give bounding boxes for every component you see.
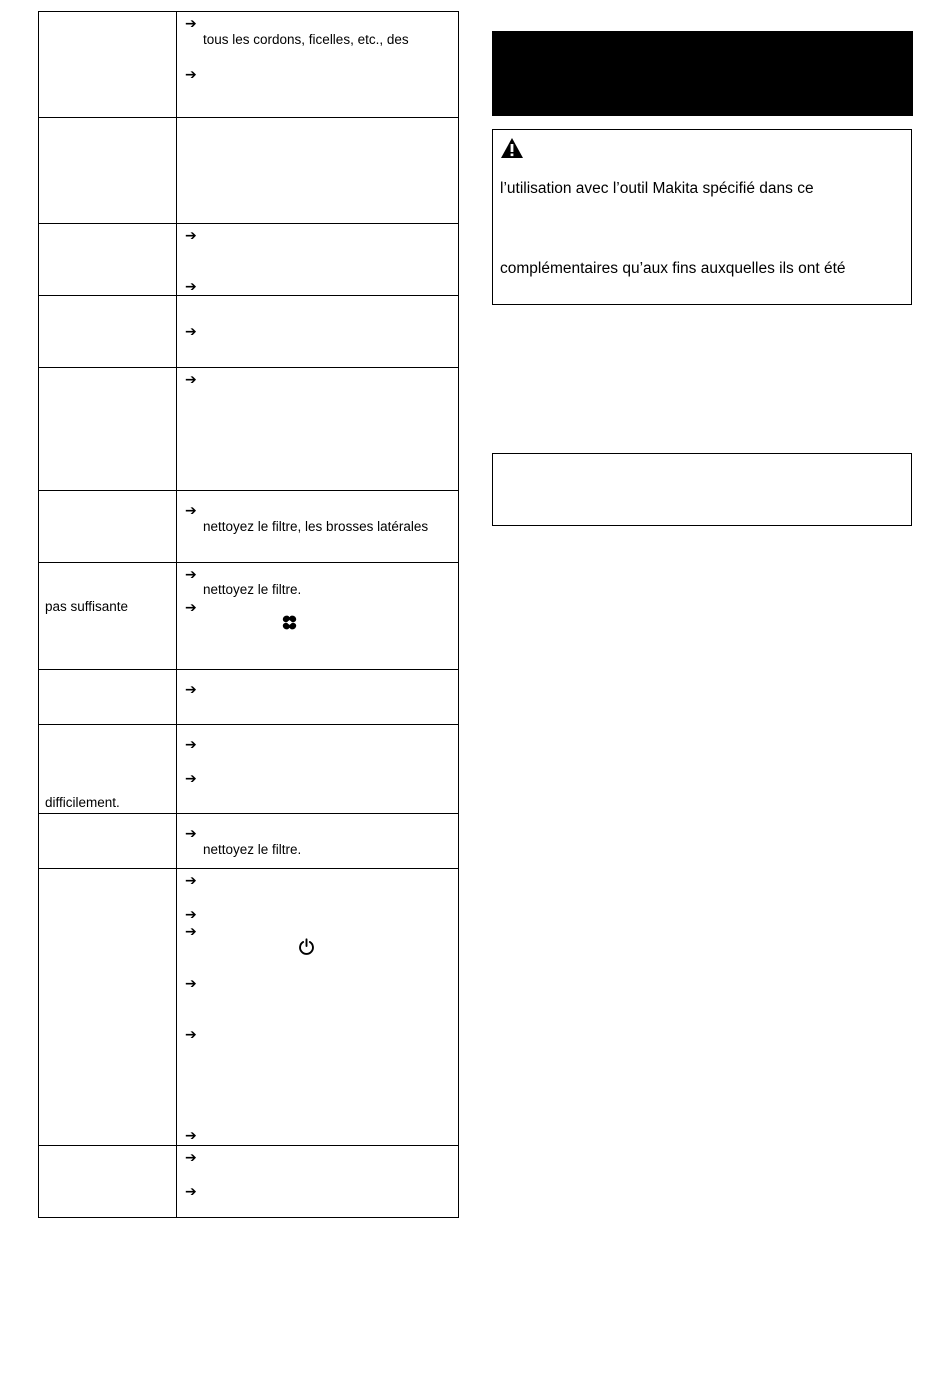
- section-heading-bar: [492, 31, 913, 116]
- cause-cell: [39, 869, 177, 1146]
- cause-cell: [39, 368, 177, 491]
- remedy-cell: [177, 118, 459, 224]
- note-box: [492, 453, 912, 526]
- cause-text: pas suffisante: [45, 599, 129, 614]
- arrow-icon: ➔: [185, 770, 197, 786]
- arrow-icon: ➔: [185, 906, 197, 922]
- warning-box: [492, 129, 912, 305]
- cause-cell: [39, 12, 177, 118]
- table-row: [39, 869, 459, 1146]
- cause-text: difficilement.: [45, 795, 120, 810]
- remedy-cell: [177, 563, 459, 670]
- cause-cell: [39, 491, 177, 563]
- arrow-icon: ➔: [185, 872, 197, 888]
- cause-cell: [39, 296, 177, 368]
- warning-text-line: l’utilisation avec l’outil Makita spécifié dans ce: [500, 180, 814, 197]
- remedy-cell: [177, 725, 459, 814]
- arrow-icon: ➔: [185, 1127, 197, 1143]
- cause-cell: [39, 224, 177, 296]
- arrow-icon: ➔: [185, 736, 197, 752]
- table-row: [39, 1146, 459, 1218]
- cause-cell: [39, 563, 177, 670]
- table-row: [39, 814, 459, 869]
- warning-text-line: complémentaires qu’aux fins auxquelles ils ont été: [500, 260, 846, 277]
- arrow-icon: ➔: [185, 502, 197, 518]
- fan-icon: [281, 614, 298, 631]
- remedy-cell: [177, 869, 459, 1146]
- remedy-text: nettoyez le filtre.: [203, 582, 302, 597]
- arrow-icon: ➔: [185, 566, 197, 582]
- cause-cell: [39, 118, 177, 224]
- remedy-text: nettoyez le filtre, les brosses latérales: [203, 519, 429, 534]
- remedy-cell: [177, 814, 459, 869]
- remedy-cell: [177, 296, 459, 368]
- remedy-cell: [177, 491, 459, 563]
- troubleshooting-table: [38, 11, 459, 1218]
- arrow-icon: ➔: [185, 923, 197, 939]
- arrow-icon: ➔: [185, 1026, 197, 1042]
- table-row: [39, 368, 459, 491]
- arrow-icon: ➔: [185, 825, 197, 841]
- cause-cell: [39, 670, 177, 725]
- remedy-cell: [177, 12, 459, 118]
- remedy-cell: [177, 224, 459, 296]
- remedy-cell: [177, 368, 459, 491]
- table-row: [39, 563, 459, 670]
- remedy-text: tous les cordons, ficelles, etc., des: [203, 32, 409, 47]
- arrow-icon: ➔: [185, 681, 197, 697]
- arrow-icon: ➔: [185, 323, 197, 339]
- remedy-text: nettoyez le filtre.: [203, 842, 302, 857]
- table-row: [39, 224, 459, 296]
- arrow-icon: ➔: [185, 66, 197, 82]
- table-row: [39, 670, 459, 725]
- arrow-icon: ➔: [185, 15, 197, 31]
- cause-cell: [39, 725, 177, 814]
- table-row: [39, 118, 459, 224]
- cause-cell: [39, 814, 177, 869]
- remedy-cell: [177, 670, 459, 725]
- arrow-icon: ➔: [185, 227, 197, 243]
- arrow-icon: ➔: [185, 975, 197, 991]
- table-row: [39, 12, 459, 118]
- arrow-icon: ➔: [185, 371, 197, 387]
- arrow-icon: ➔: [185, 278, 197, 294]
- table-row: [39, 725, 459, 814]
- arrow-icon: ➔: [185, 599, 197, 615]
- arrow-icon: ➔: [185, 1183, 197, 1199]
- remedy-cell: [177, 1146, 459, 1218]
- power-icon: [297, 937, 316, 956]
- arrow-icon: ➔: [185, 1149, 197, 1165]
- warning-triangle-icon: [500, 137, 524, 159]
- cause-cell: [39, 1146, 177, 1218]
- table-row: [39, 491, 459, 563]
- table-row: [39, 296, 459, 368]
